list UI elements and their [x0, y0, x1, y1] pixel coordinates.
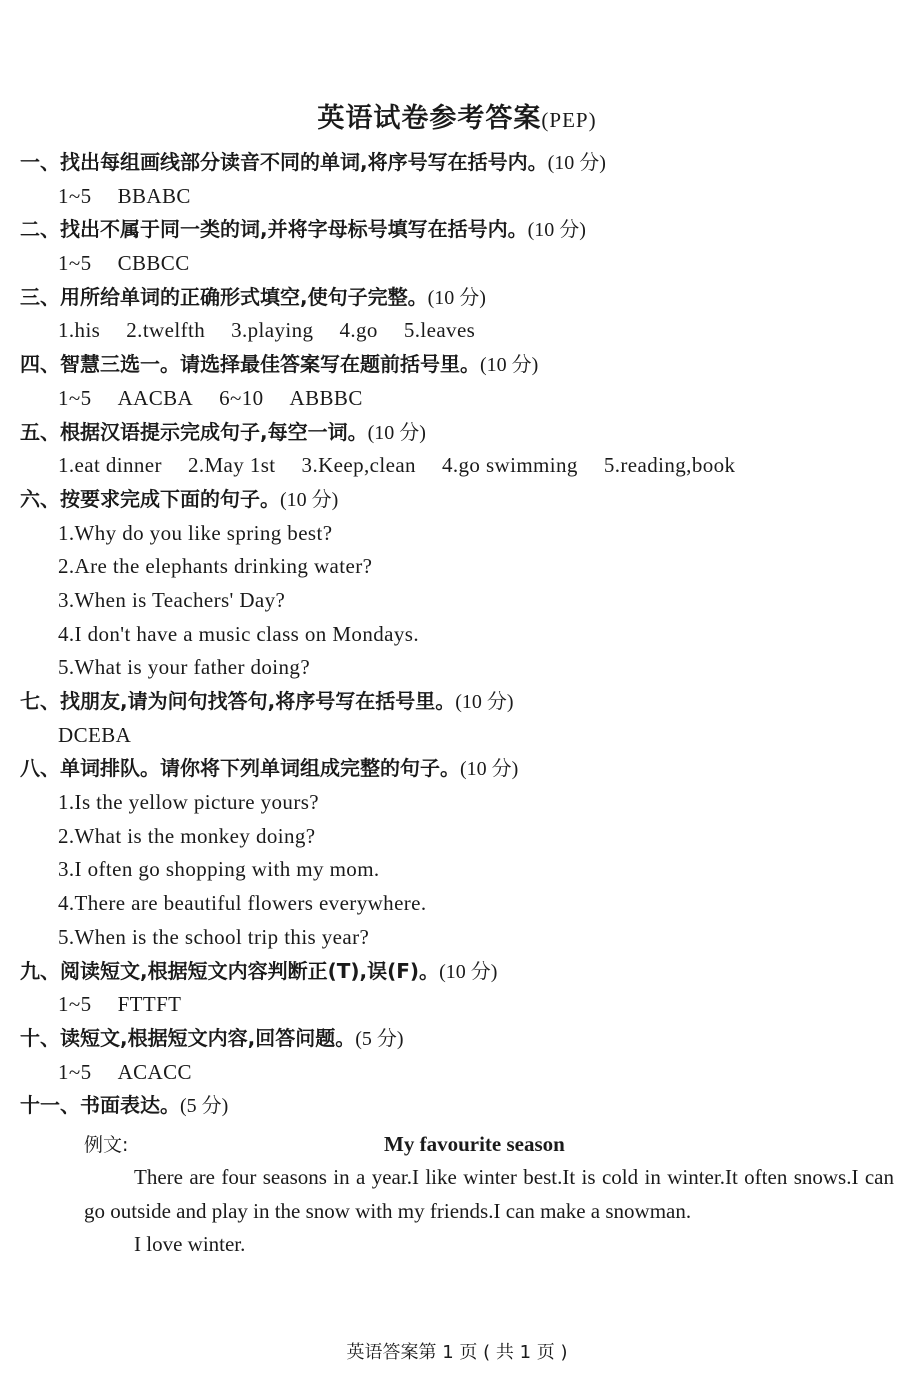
section-heading-text: 二、找出不属于同一类的词,并将字母标号填写在括号内。 [20, 217, 528, 242]
answer-line [20, 1056, 900, 1090]
answer-item: 1~5 [58, 251, 92, 276]
section-heading-text: 六、按要求完成下面的句子。 [20, 486, 280, 511]
section-points: (10 分) [455, 691, 514, 713]
section-heading [20, 281, 900, 315]
section-points: (10 分) [427, 286, 486, 309]
section-heading [20, 1022, 900, 1056]
answer-line [20, 887, 900, 921]
answer-item: 3.When is Teachers' Day? [58, 587, 286, 612]
answer-item: 3.playing [231, 318, 314, 343]
essay-paragraph: There are four seasons in a year.I like winter best.It is cold in winter.It often snows.I can go outside and play in the snow with my friends.I can make a snowman. [84, 1165, 894, 1223]
section-heading [20, 146, 900, 180]
answer-line [20, 247, 900, 281]
answer-item: DCEBA [58, 722, 132, 747]
essay-label: 例文: [84, 1134, 129, 1156]
essay-paragraph: I love winter. [134, 1232, 246, 1257]
section-points: (10 分) [547, 152, 606, 174]
answer-line [20, 786, 900, 820]
section-heading-text: 一、找出每组画线部分读音不同的单词,将序号写在括号内。 [20, 150, 548, 174]
answer-item: 3.I often go shopping with my mom. [58, 857, 380, 882]
answer-item: CBBCC [117, 251, 190, 276]
answer-line [20, 651, 900, 685]
answer-item: 1~5 [58, 1059, 92, 1084]
answer-item: 4.go [339, 318, 378, 343]
section-heading [20, 955, 900, 989]
section-heading [20, 685, 900, 719]
answer-item: 4.go swimming [441, 453, 578, 478]
answer-item: 4.I don't have a music class on Mondays. [58, 621, 419, 646]
answer-line [20, 550, 900, 584]
section-heading-text: 十一、书面表达。 [20, 1093, 180, 1118]
section-heading-text: 九、阅读短文,根据短文内容判断正(T),误(F)。 [20, 958, 440, 983]
section-points: (10 分) [439, 960, 498, 983]
answer-item: BBABC [117, 183, 191, 208]
answer-line [20, 584, 900, 618]
section-heading [20, 416, 900, 450]
answer-item: FTTFT [117, 992, 182, 1017]
section-points: (10 分) [460, 758, 519, 781]
answer-item: 1~5 [58, 992, 92, 1017]
answer-item: 6~10 [219, 385, 264, 410]
answer-item: 5.What is your father doing? [58, 655, 311, 680]
answer-item: AACBA [117, 385, 194, 410]
section-points: (5 分) [180, 1095, 229, 1118]
answer-item: 1~5 [58, 385, 92, 410]
section-heading [20, 752, 900, 786]
section-points: (10 分) [527, 219, 586, 242]
answer-item: 2.twelfth [126, 318, 206, 343]
answer-line [20, 719, 900, 753]
answer-item: ABBBC [289, 385, 363, 410]
answer-item: 1~5 [58, 183, 92, 208]
answer-item: 1.Why do you like spring best? [58, 520, 333, 545]
answer-item: 3.Keep,clean [301, 453, 416, 478]
answer-item: 5.leaves [403, 318, 476, 343]
section-heading [20, 213, 900, 247]
section-heading [20, 348, 900, 382]
section-points: (10 分) [367, 421, 426, 444]
answer-line [20, 820, 900, 854]
answer-item: 5.reading,book [603, 453, 736, 478]
answer-item: 2.May 1st [187, 453, 276, 478]
section-heading-text: 十、读短文,根据短文内容,回答问题。 [20, 1025, 356, 1050]
section-heading-text: 五、根据汉语提示完成句子,每空一词。 [20, 419, 368, 444]
answer-line [20, 382, 900, 416]
section-heading-text: 七、找朋友,请为问句找答句,将序号写在括号里。 [20, 689, 456, 713]
section-points: (10 分) [480, 354, 539, 377]
answer-item: 1.Is the yellow picture yours? [58, 790, 320, 815]
essay-header [84, 1127, 894, 1161]
answer-item: 5.When is the school trip this year? [58, 924, 370, 949]
answer-line [20, 921, 900, 955]
answer-line [20, 180, 900, 214]
section-heading [20, 1089, 900, 1123]
answer-item: 1.his [58, 318, 101, 343]
model-essay [84, 1127, 894, 1262]
essay-title: My favourite season [384, 1132, 565, 1156]
answer-line [20, 314, 900, 348]
section-heading [20, 483, 900, 517]
section-points: (5 分) [355, 1027, 404, 1050]
answer-sections [20, 146, 900, 1123]
page-title [0, 96, 914, 135]
answer-line [20, 618, 900, 652]
answer-line [20, 853, 900, 887]
section-heading-text: 八、单词排队。请你将下列单词组成完整的句子。 [20, 756, 460, 781]
title-suffix: (PEP) [541, 108, 597, 132]
answer-item: 2.What is the monkey doing? [58, 823, 316, 848]
section-heading-text: 四、智慧三选一。请选择最佳答案写在题前括号里。 [20, 352, 480, 377]
section-points: (10 分) [280, 488, 339, 511]
answer-item: 4.There are beautiful flowers everywhere. [58, 891, 427, 916]
answer-line [20, 517, 900, 551]
answer-line [20, 449, 900, 483]
answer-line [20, 988, 900, 1022]
title-text: 英语试卷参考答案 [317, 103, 542, 134]
answer-item: ACACC [117, 1059, 192, 1084]
answer-item: 2.Are the elephants drinking water? [58, 554, 373, 579]
answer-item: 1.eat dinner [58, 453, 162, 478]
page-footer: 英语答案第 1 页 ( 共 1 页 ) [346, 1342, 568, 1363]
section-heading-text: 三、用所给单词的正确形式填空,使句子完整。 [20, 284, 428, 309]
